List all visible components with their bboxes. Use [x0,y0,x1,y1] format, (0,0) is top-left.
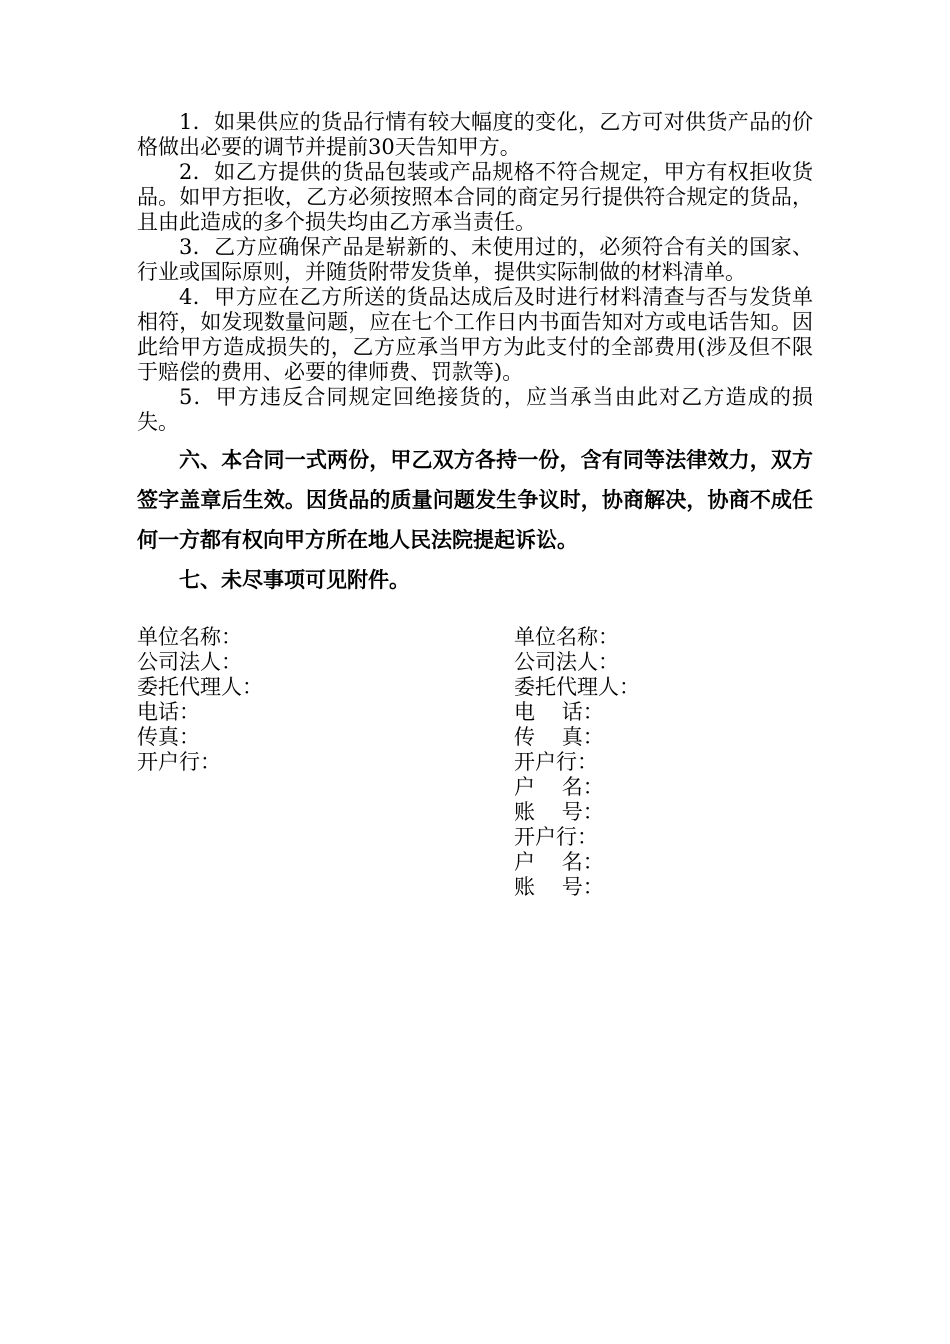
clause-5: 5．甲方违反合同规定回绝接货的，应当承当由此对乙方造成的损失。 [137,385,813,434]
signature-block-left [137,625,467,775]
left-phone-label: 电话： [137,700,200,724]
right-bank-label-2: 开户行： [514,825,598,849]
left-fax-label: 传真： [137,725,200,749]
right-phone-label: 电 话： [514,700,604,724]
clause-4: 4．甲方应在乙方所送的货品达成后及时进行材料清查与否与发货单相符，如发现数量问题，应在七个工作日内书面告知对方或电话告知。因此给甲方造成损失的，乙方应承当甲方为此支付的全部费用(涉及但不限于赔偿的费用、必要的律师费、罚款等)。 [137,285,813,384]
right-account-name-label-2: 户 名： [514,850,604,874]
right-account-number-label-1: 账 号： [514,800,604,824]
clause-1: 1．如果供应的货品行情有较大幅度的变化，乙方可对供货产品的价格做出必要的调节并提前30天告知甲方。 [137,110,813,159]
contract-body [137,110,813,600]
left-agent-label: 委托代理人： [137,675,263,699]
left-unit-name-label: 单位名称： [137,625,242,649]
right-legal-person-label: 公司法人： [514,650,619,674]
right-agent-label: 委托代理人： [514,675,640,699]
section-seven: 七、未尽事项可见附件。 [179,567,410,592]
signature-block-right [514,625,814,900]
left-bank-label: 开户行： [137,750,221,774]
left-legal-person-label: 公司法人： [137,650,242,674]
section-six: 六、本合同一式两份，甲乙双方各持一份，含有同等法律效力，双方签字盖章后生效。因货品的质量问题发生争议时，协商解决，协商不成任何一方都有权向甲方所在地人民法院提起诉讼。 [137,447,813,552]
right-fax-label: 传 真： [514,725,604,749]
right-account-name-label-1: 户 名： [514,775,604,799]
right-account-number-label-2: 账 号： [514,875,604,899]
right-unit-name-label: 单位名称： [514,625,619,649]
clause-2: 2．如乙方提供的货品包装或产品规格不符合规定，甲方有权拒收货品。如甲方拒收，乙方必须按照本合同的商定另行提供符合规定的货品，且由此造成的多个损失均由乙方承当责任。 [137,160,813,234]
clause-3: 3．乙方应确保产品是崭新的、未使用过的，必须符合有关的国家、行业或国际原则，并随货附带发货单，提供实际制做的材料清单。 [137,235,813,284]
right-bank-label-1: 开户行： [514,750,598,774]
